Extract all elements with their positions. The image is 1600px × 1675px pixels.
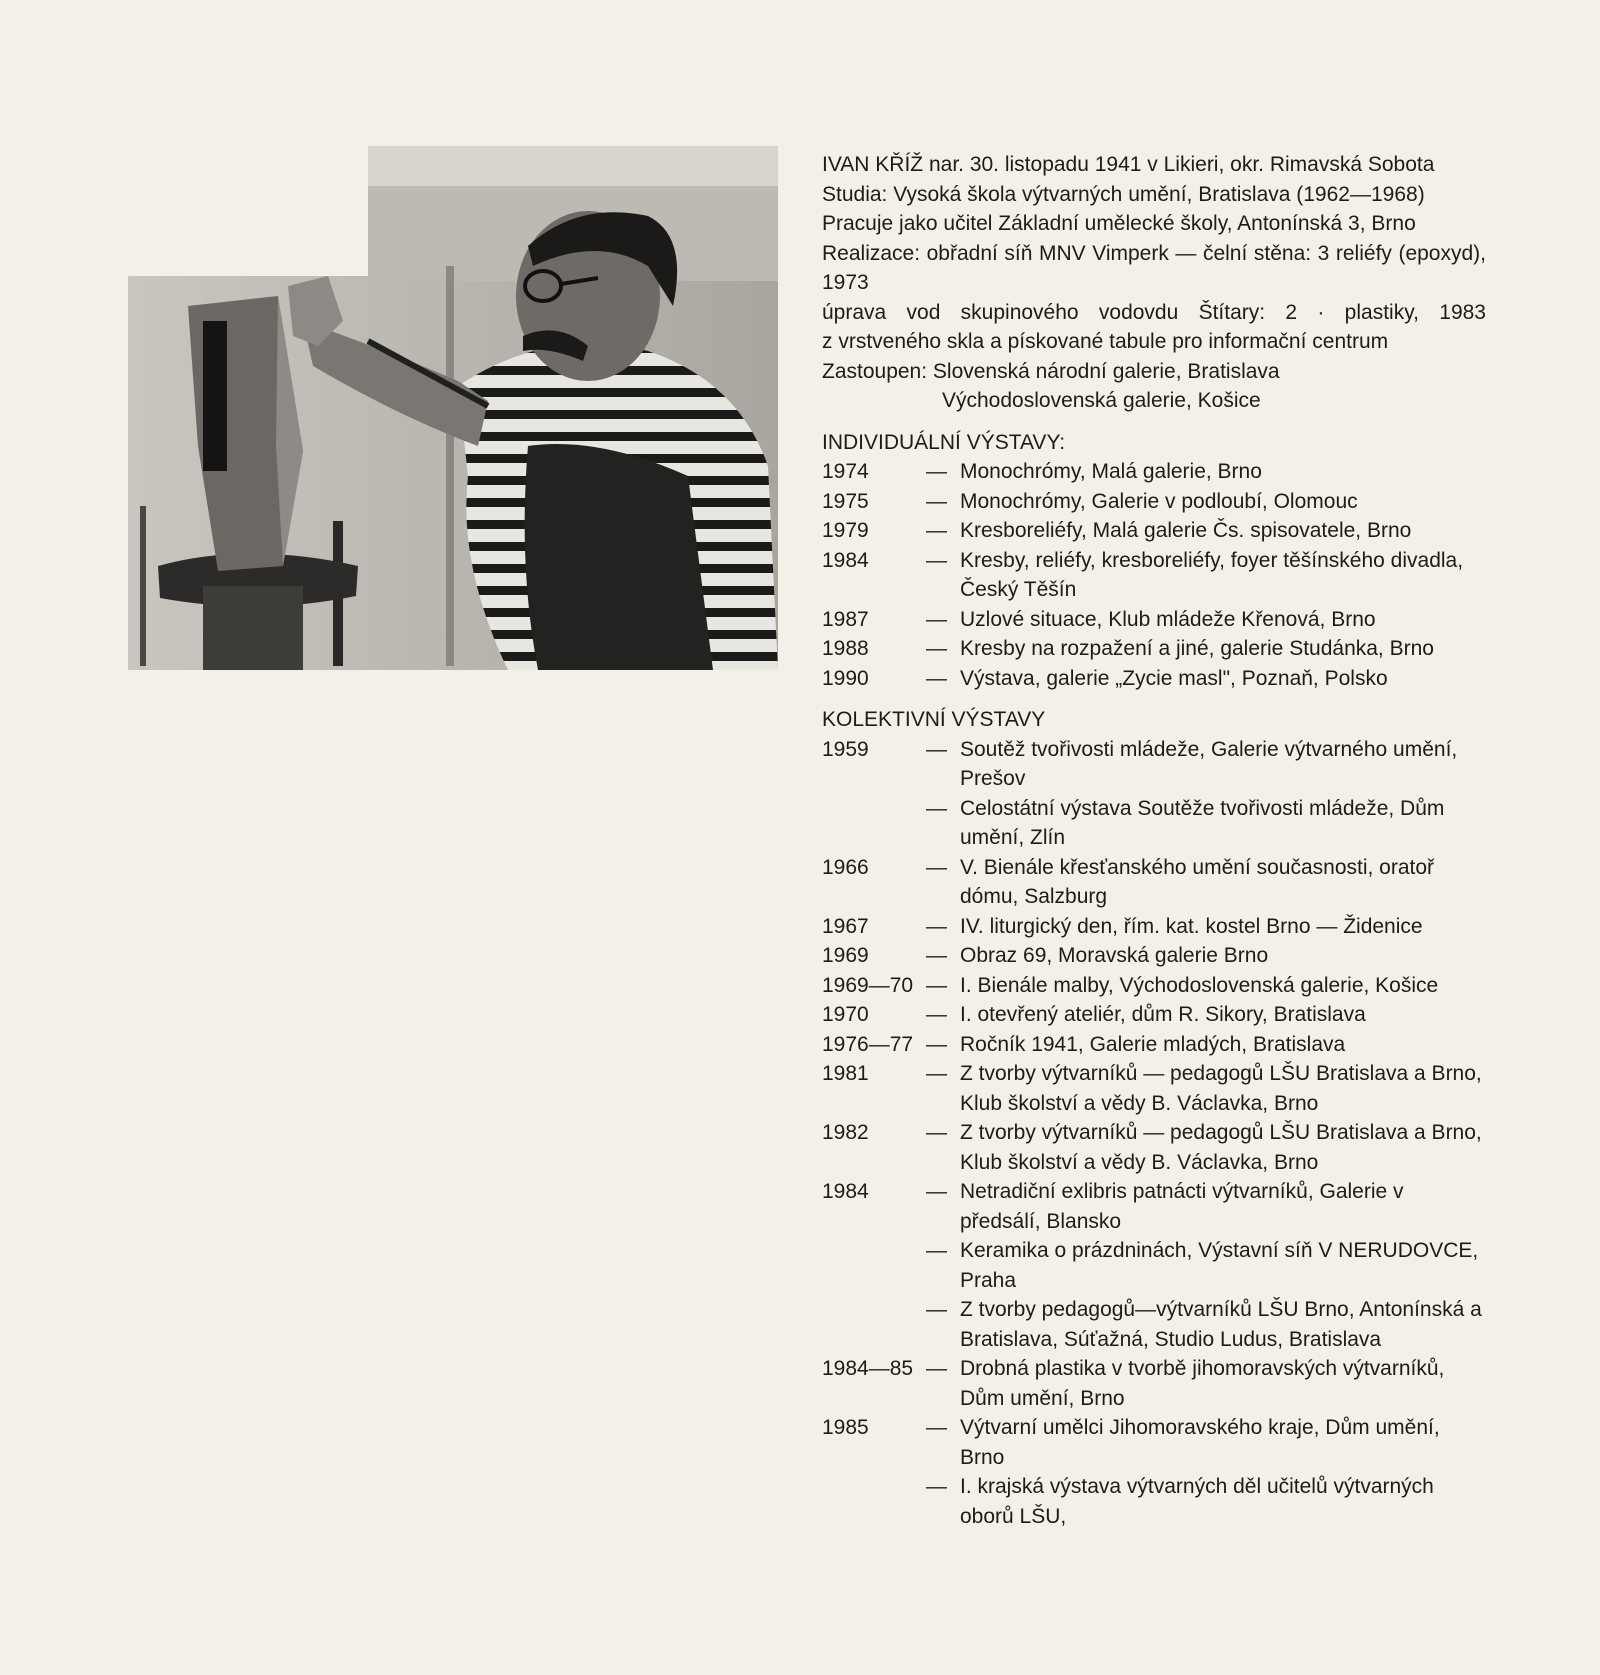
entry-dash: — (926, 914, 947, 938)
entry-year: 1984 (822, 548, 869, 572)
exhibition-entry (822, 1059, 1486, 1118)
entry-text: Z tvorby výtvarníků — pedagogů LŠU Bratislava a Brno, Klub školství a vědy B. Václavka, Brno (960, 1121, 1482, 1174)
bio-line: Pracuje jako učitel Základní umělecké školy, Antonínská 3, Brno (822, 212, 1416, 235)
exhibition-entry (822, 941, 1486, 971)
entry-dash: — (926, 460, 947, 483)
entry-year: 1966 (822, 855, 869, 879)
bio-line: 1973 (822, 271, 869, 294)
entry-year: 1984—85 (822, 1357, 914, 1380)
entry-year: 1987 (822, 607, 869, 631)
entry-year: 1969—70 (822, 973, 914, 997)
bio-line: Zastoupen: Slovenská národní galerie, Bratislava (822, 359, 1280, 383)
entry-text: I. krajská výstava výtvarných děl učitelů výtvarných oborů LŠU, (960, 1475, 1434, 1528)
entry-dash: — (926, 1475, 947, 1498)
exhibition-entry (822, 971, 1486, 1001)
entry-dash: — (926, 1121, 947, 1144)
exhibition-entry (822, 912, 1486, 942)
entry-text: Uzlové situace, Klub mládeže Křenová, Brno (960, 607, 1376, 631)
entry-year: 1990 (822, 666, 869, 690)
exhibition-entry (822, 853, 1486, 912)
entry-year: 1969 (822, 944, 869, 967)
entry-dash: — (926, 1298, 947, 1321)
exhibition-entry (822, 664, 1486, 694)
bio-line: Východoslovenská galerie, Košice (942, 389, 1261, 412)
entry-dash: — (926, 944, 947, 967)
entry-text: Ročník 1941, Galerie mladých, Bratislava (960, 1032, 1346, 1056)
entry-text: Netradiční exlibris patnácti výtvarníků, Galerie v předsálí, Blansko (960, 1180, 1404, 1233)
entry-text: I. Bienále malby, Východoslovenská galerie, Košice (960, 973, 1439, 997)
entry-text: Výstava, galerie „Zycie masl", Poznaň, Polsko (960, 666, 1388, 690)
exhibition-entry (822, 1295, 1486, 1354)
entry-dash: — (926, 1180, 947, 1203)
exhibition-entry (822, 1000, 1486, 1030)
entry-year: 1967 (822, 914, 869, 938)
entry-dash: — (926, 489, 947, 513)
entry-dash: — (926, 1003, 947, 1026)
entry-year (822, 1295, 926, 1354)
entry-year: 1976—77 (822, 1032, 914, 1056)
exhibition-entry (822, 487, 1486, 517)
entry-dash: — (926, 607, 947, 631)
entry-dash: — (926, 1062, 947, 1085)
entry-dash: — (926, 548, 947, 572)
entry-dash: — (926, 637, 947, 660)
entry-dash: — (926, 666, 947, 690)
collective-heading: KOLEKTIVNÍ VÝSTAVY (822, 708, 1046, 731)
entry-text: Kresby na rozpažení a jiné, galerie Studánka, Brno (960, 637, 1434, 660)
exhibition-entry (822, 1236, 1486, 1295)
entry-year: 1988 (822, 637, 869, 660)
bio-line: Realizace: obřadní síň MNV Vimperk — čelní stěna: 3 reliéfy (epoxyd), (822, 241, 1486, 265)
entry-year: 1982 (822, 1121, 869, 1144)
entry-text: V. Bienále křesťanského umění současnosti, oratoř dómu, Salzburg (960, 855, 1435, 908)
entry-year: 1959 (822, 737, 869, 761)
entry-text: Výtvarní umělci Jihomoravského kraje, Dům umění, Brno (960, 1416, 1440, 1469)
entry-dash: — (926, 1357, 947, 1380)
entry-dash: — (926, 519, 947, 542)
entry-year: 1984 (822, 1180, 869, 1203)
entry-year: 1975 (822, 489, 869, 513)
bio-line: z vrstveného skla a pískované tabule pro informační centrum (822, 330, 1389, 353)
bio-line: IVAN KŘÍŽ nar. 30. listopadu 1941 v Likieri, okr. Rimavská Sobota (822, 153, 1435, 176)
collective-list (822, 735, 1486, 1532)
exhibition-entry (822, 794, 1486, 853)
exhibition-entry (822, 1118, 1486, 1177)
entry-text: Monochrómy, Galerie v podloubí, Olomouc (960, 489, 1358, 513)
entry-year (822, 1236, 926, 1295)
bio-line: úprava vod skupinového vodovdu Štítary: 2 · plastiky, 1983 (822, 300, 1486, 324)
entry-dash: — (926, 1239, 947, 1262)
entry-dash: — (926, 1032, 947, 1056)
entry-year: 1970 (822, 1003, 869, 1026)
exhibition-entry (822, 634, 1486, 664)
entry-text: Z tvorby pedagogů—výtvarníků LŠU Brno, Antonínská a Bratislava, Súťažná, Studio Ludus, Bratislava (960, 1298, 1482, 1351)
entry-text: Soutěž tvořivosti mládeže, Galerie výtvarného umění, Prešov (960, 737, 1458, 790)
entry-year: 1985 (822, 1416, 869, 1439)
entry-text: Monochrómy, Malá galerie, Brno (960, 460, 1262, 483)
bio-line: Studia: Vysoká škola výtvarných umění, Bratislava (1962—1968) (822, 182, 1425, 206)
individual-list (822, 457, 1486, 693)
entry-year: 1981 (822, 1062, 869, 1085)
exhibition-entry (822, 605, 1486, 635)
exhibition-entry (822, 1354, 1486, 1413)
exhibition-entry (822, 457, 1486, 487)
entry-dash: — (926, 855, 947, 879)
entry-dash: — (926, 973, 947, 997)
exhibition-entry (822, 1030, 1486, 1060)
individual-heading: INDIVIDUÁLNÍ VÝSTAVY: (822, 430, 1066, 454)
exhibition-entry (822, 516, 1486, 546)
entry-year: 1979 (822, 519, 869, 542)
entry-dash: — (926, 796, 947, 820)
entry-dash: — (926, 1416, 947, 1439)
exhibition-entry (822, 1472, 1486, 1531)
photo-image (128, 146, 778, 670)
biography-text (822, 150, 1486, 1531)
entry-text: Obraz 69, Moravská galerie Brno (960, 944, 1269, 967)
exhibition-entry (822, 735, 1486, 794)
entry-text: Kresby, reliéfy, kresboreliéfy, foyer těšínského divadla, Český Těšín (960, 548, 1464, 601)
artist-photo (128, 146, 778, 670)
entry-text: Celostátní výstava Soutěže tvořivosti mládeže, Dům umění, Zlín (960, 796, 1445, 849)
entry-text: Keramika o prázdninách, Výstavní síň V NERUDOVCE, Praha (960, 1239, 1479, 1292)
entry-text: IV. liturgický den, řím. kat. kostel Brno — Židenice (960, 914, 1423, 938)
entry-year (822, 794, 926, 853)
entry-dash: — (926, 737, 947, 761)
entry-text: Drobná plastika v tvorbě jihomoravských výtvarníků, Dům umění, Brno (960, 1357, 1445, 1410)
exhibition-entry (822, 1413, 1486, 1472)
entry-text: Z tvorby výtvarníků — pedagogů LŠU Bratislava a Brno, Klub školství a vědy B. Václavka, Brno (960, 1062, 1482, 1115)
entry-text: I. otevřený ateliér, dům R. Sikory, Bratislava (960, 1003, 1366, 1026)
exhibition-entry (822, 1177, 1486, 1236)
exhibition-entry (822, 546, 1486, 605)
entry-year (822, 1472, 926, 1531)
entry-year: 1974 (822, 460, 869, 483)
entry-text: Kresboreliéfy, Malá galerie Čs. spisovatele, Brno (960, 519, 1412, 542)
